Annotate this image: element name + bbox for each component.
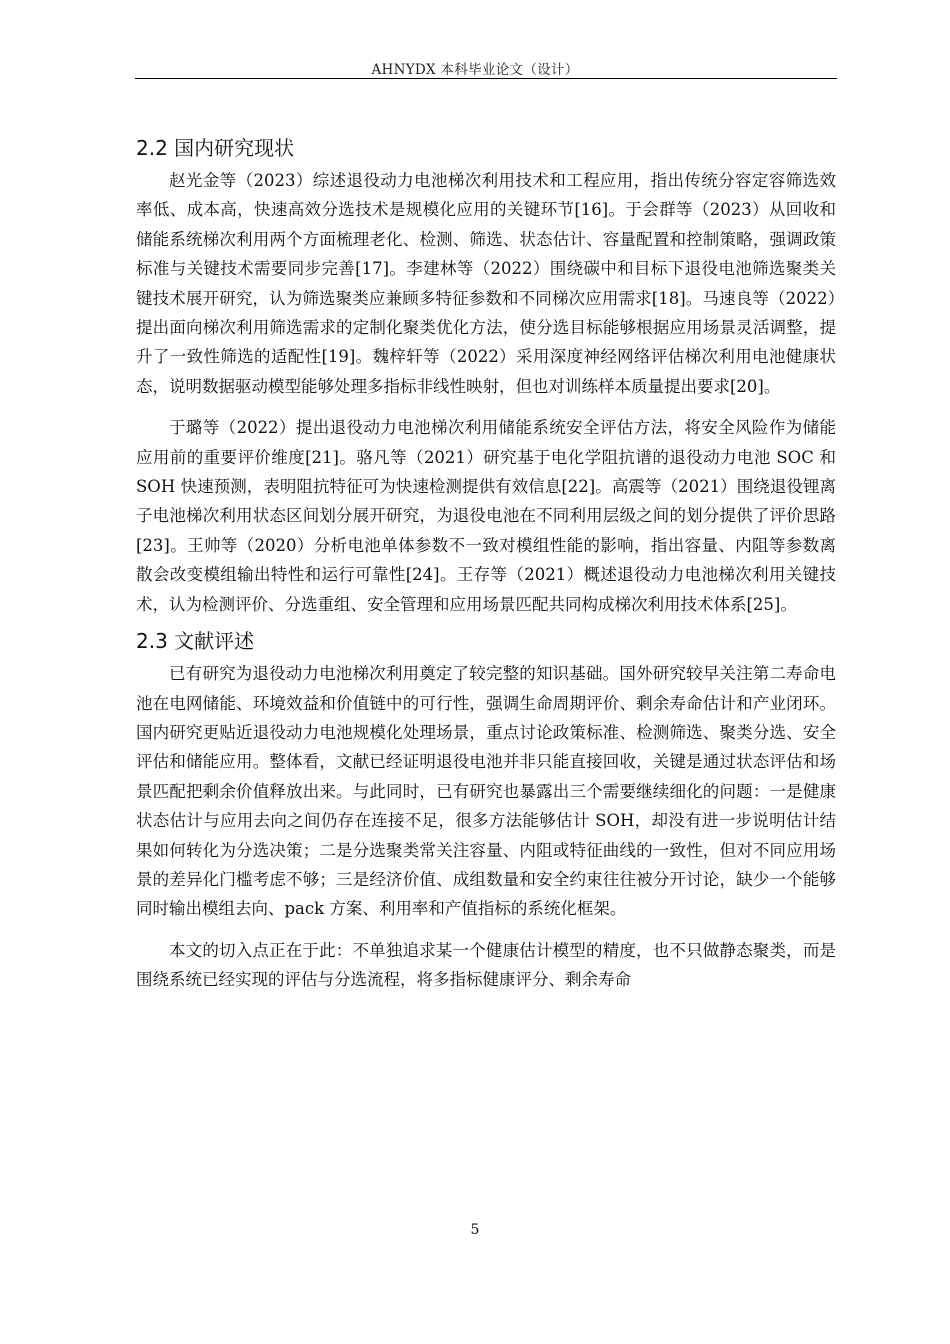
section-heading-literature-review: 2.3 文献评述 xyxy=(136,629,255,654)
paragraph: 已有研究为退役动力电池梯次利用奠定了较完整的知识基础。国外研究较早关注第二寿命电池在电网储能、环境效益和价值链中的可行性，强调生命周期评价、剩余寿命估计和产业闭环。国内研究更贴近退役动力电池规模化处理场景，重点讨论政策标准、检测筛选、聚类分选、安全评估和储能应用。整体看，文献已经证明退役电池并非只能直接回收，关键是通过状态评估和场景匹配把剩余价值释放出来。与此同时，已有研究也暴露出三个需要继续细化的问题：一是健康状态估计与应用去向之间仍存在连接不足，很多方法能够估计 SOH，却没有进一步说明估计结果如何转化为分选决策；二是分选聚类常关注容量、内阻或特征曲线的一致性，但对不同应用场景的差异化门槛考虑不够；三是经济价值、成组数量和安全约束往往被分开讨论，缺少一个能够同时输出模组去向、pack 方案、利用率和产值指标的系统化框架。 xyxy=(136,664,836,919)
paragraph: 于璐等（2022）提出退役动力电池梯次利用储能系统安全评估方法，将安全风险作为储能应用前的重要评价维度[21]。骆凡等（2021）研究基于电化学阻抗谱的退役动力电池 SOC 和 SOH 快速预测，表明阻抗特征可为快速检测提供有效信息[22]。高震等（2021）围绕退役锂离子电池梯次利用状态区间划分展开研究，为退役电池在不同利用层级之间的划分提供了评价思路[23]。王帅等（2020）分析电池单体参数不一致对模组性能的影响，指出容量、内阻等参数离散会改变模组输出特性和运行可靠性[24]。王存等（2021）概述退役动力电池梯次利用关键技术，认为检测评价、分选重组、安全管理和应用场景匹配共同构成梯次利用技术体系[25]。 xyxy=(136,418,836,614)
paragraph: 赵光金等（2023）综述退役动力电池梯次利用技术和工程应用，指出传统分容定容筛选效率低、成本高，快速高效分选技术是规模化应用的关键环节[16]。于会群等（2023）从回收和储能系统梯次利用两个方面梳理老化、检测、筛选、状态估计、容量配置和控制策略，强调政策标准与关键技术需要同步完善[17]。李建林等（2022）围绕碳中和目标下退役电池筛选聚类关键技术展开研究，认为筛选聚类应兼顾多特征参数和不同梯次应用需求[18]。马速良等（2022）提出面向梯次利用筛选需求的定制化聚类优化方法，使分选目标能够根据应用场景灵活调整，提升了一致性筛选的适配性[19]。魏梓轩等（2022）采用深度神经网络评估梯次利用电池健康状态，说明数据驱动模型能够处理多指标非线性映射，但也对训练样本质量提出要求[20]。 xyxy=(136,171,836,396)
page-number: 5 xyxy=(470,1222,480,1238)
section-heading-domestic-research: 2.2 国内研究现状 xyxy=(136,136,295,160)
running-header: AHNYDX 本科毕业论文（设计） xyxy=(371,62,579,78)
header-rule xyxy=(135,78,837,79)
page-body xyxy=(136,130,836,1007)
paragraph: 本文的切入点正在于此：不单独追求某一个健康估计模型的精度，也不只做静态聚类，而是围绕系统已经实现的评估与分选流程，将多指标健康评分、剩余寿命 xyxy=(136,940,836,990)
